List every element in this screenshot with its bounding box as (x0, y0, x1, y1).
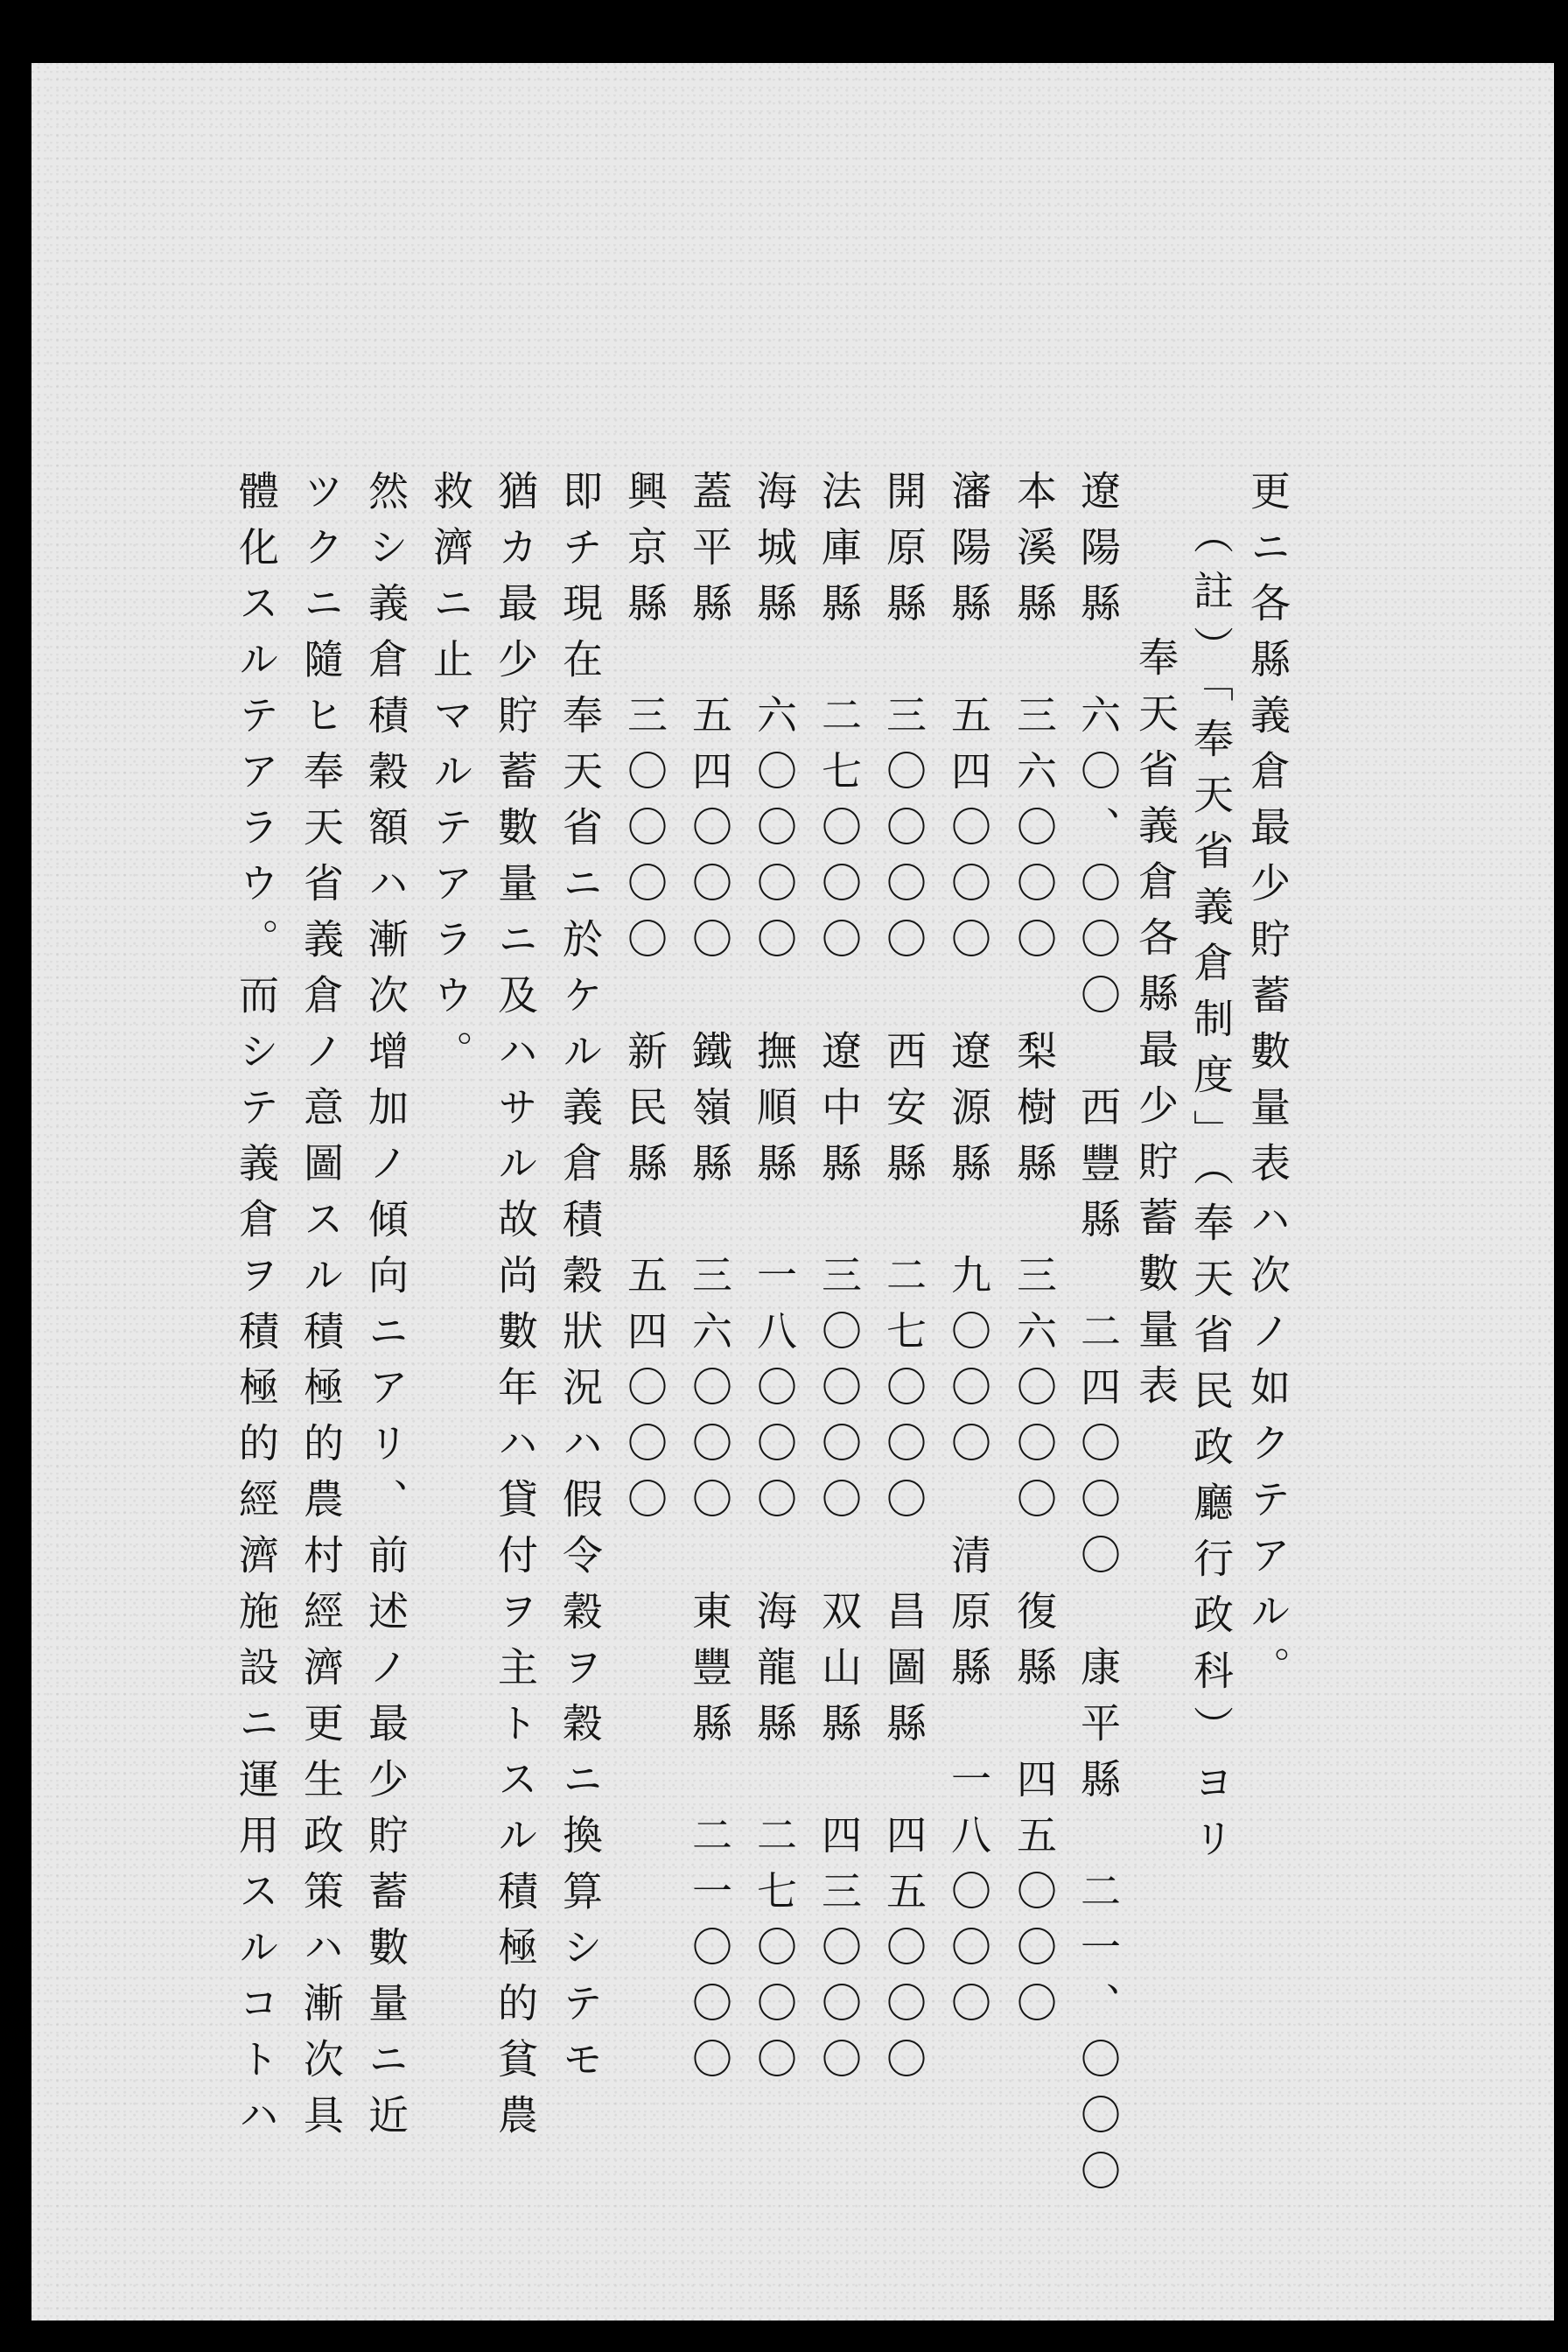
text-line-p4: 然シ義倉積穀額ハ漸次增加ノ傾向ニアリ、前述ノ最少貯蓄數量ニ近 (362, 470, 410, 2150)
text-line-1: 更ニ各縣義倉最少貯蓄數量表ハ次ノ如クテアル。 (1244, 470, 1292, 1702)
table-row-8: 興京縣 三〇〇〇〇 新民縣 五四〇〇〇 (621, 470, 668, 1534)
text-line-p6: 體化スルテアラウ。而シテ義倉ヲ積極的經濟施設ニ運用スルコトハ (233, 470, 280, 2150)
table-row-3: 瀋陽縣 五四〇〇〇 遼源縣 九〇〇〇 清原縣 一八〇〇〇 (945, 470, 992, 2038)
text-line-p3: 救濟ニ止マルテアラウ。 (427, 470, 474, 1086)
text-line-p2: 猶カ最少貯蓄數量ニ及ハサル故尚數年ハ貸付ヲ主トスル積極的貧農 (492, 470, 539, 2150)
text-line-p1: 即チ現在奉天省ニ於ケル義倉積穀狀況ハ假令穀ヲ穀ニ換算シテモ (556, 470, 604, 2094)
table-row-4: 開原縣 三〇〇〇〇 西安縣 二七〇〇〇 昌圖縣 四五〇〇〇 (880, 470, 928, 2094)
text-line-p5: ツクニ隨ヒ奉天省義倉ノ意圖スル積極的農村經濟更生政策ハ漸次具 (298, 470, 345, 2150)
table-row-6: 海城縣 六〇〇〇〇 撫順縣 一八〇〇〇 海龍縣 二七〇〇〇 (751, 470, 798, 2094)
table-row-1: 遼陽縣 六〇、〇〇〇 西豐縣 二四〇〇〇 康平縣 二一、〇〇〇 (1074, 470, 1122, 2206)
table-row-2: 本溪縣 三六〇〇〇 梨樹縣 三六〇〇〇 復縣 四五〇〇〇 (1011, 470, 1058, 2038)
text-line-2-note: （註）「奉天省義倉制度」（奉天省民政廳行政科）ヨリ (1187, 514, 1235, 1873)
table-row-7: 蓋平縣 五四〇〇〇 鐵嶺縣 三六〇〇〇 東豐縣 二一〇〇〇 (686, 470, 733, 2094)
table-title: 奉天省義倉各縣最少貯蓄數量表 (1132, 636, 1180, 1420)
table-row-5: 法庫縣 二七〇〇〇 遼中縣 三〇〇〇〇 双山縣 四三〇〇〇 (816, 470, 863, 2094)
document-sheet (32, 63, 1554, 2320)
